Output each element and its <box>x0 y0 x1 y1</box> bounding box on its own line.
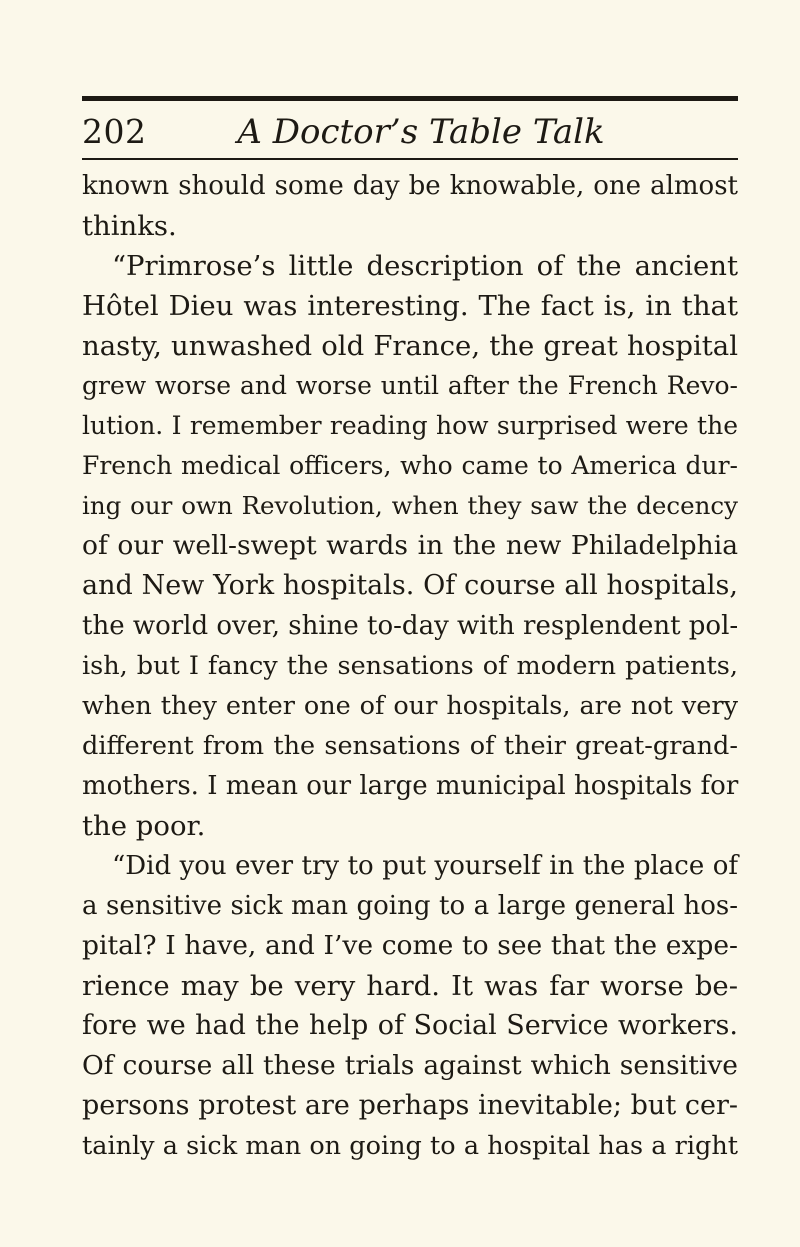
header-rule-top <box>82 96 738 101</box>
text-line: Hôtel Dieu was interesting. The fact is, in that <box>82 290 738 322</box>
text-line: “Did you ever try to put yourself in the place of <box>112 851 738 881</box>
page-number: 202 <box>82 112 147 151</box>
text-line: and New York hospitals. Of course all hospitals, <box>82 570 738 601</box>
body-text <box>82 166 738 1166</box>
text-line: tainly a sick man on going to a hospital has a right <box>82 1131 738 1161</box>
text-line: rience may be very hard. It was far worse be- <box>82 970 738 1002</box>
running-title: A Doctor’s Table Talk <box>237 112 605 152</box>
text-line: French medical officers, who came to America dur- <box>82 451 738 480</box>
text-line: thinks. <box>82 210 177 242</box>
text-line: grew worse and worse until after the French Revo- <box>82 371 738 400</box>
text-line: different from the sensations of their great-grand- <box>82 731 738 761</box>
text-line: “Primrose’s little description of the ancient <box>112 250 738 282</box>
text-line: ish, but I fancy the sensations of modern patients, <box>82 651 738 681</box>
text-line: when they enter one of our hospitals, are not very <box>82 691 738 721</box>
text-line: nasty, unwashed old France, the great hospital <box>82 330 738 362</box>
text-line: ing our own Revolution, when they saw the decency <box>82 491 738 520</box>
text-line: lution. I remember reading how surprised were the <box>82 411 738 440</box>
text-line: of our well-swept wards in the new Philadelphia <box>82 530 738 561</box>
text-line: the world over, shine to-day with resplendent pol- <box>82 611 739 641</box>
text-line: known should some day be knowable, one almost <box>82 171 738 201</box>
text-line: mothers. I mean our large municipal hospitals for <box>82 771 739 801</box>
text-line: a sensitive sick man going to a large general hos- <box>82 891 738 921</box>
text-line: fore we had the help of Social Service workers. <box>82 1010 738 1041</box>
header-rule-bottom <box>82 158 738 160</box>
text-line: the poor. <box>82 810 206 842</box>
text-line: Of course all these trials against which sensitive <box>82 1050 738 1081</box>
text-line: persons protest are perhaps inevitable; but cer- <box>82 1090 738 1121</box>
text-line: pital? I have, and I’ve come to see that the expe- <box>82 930 738 961</box>
